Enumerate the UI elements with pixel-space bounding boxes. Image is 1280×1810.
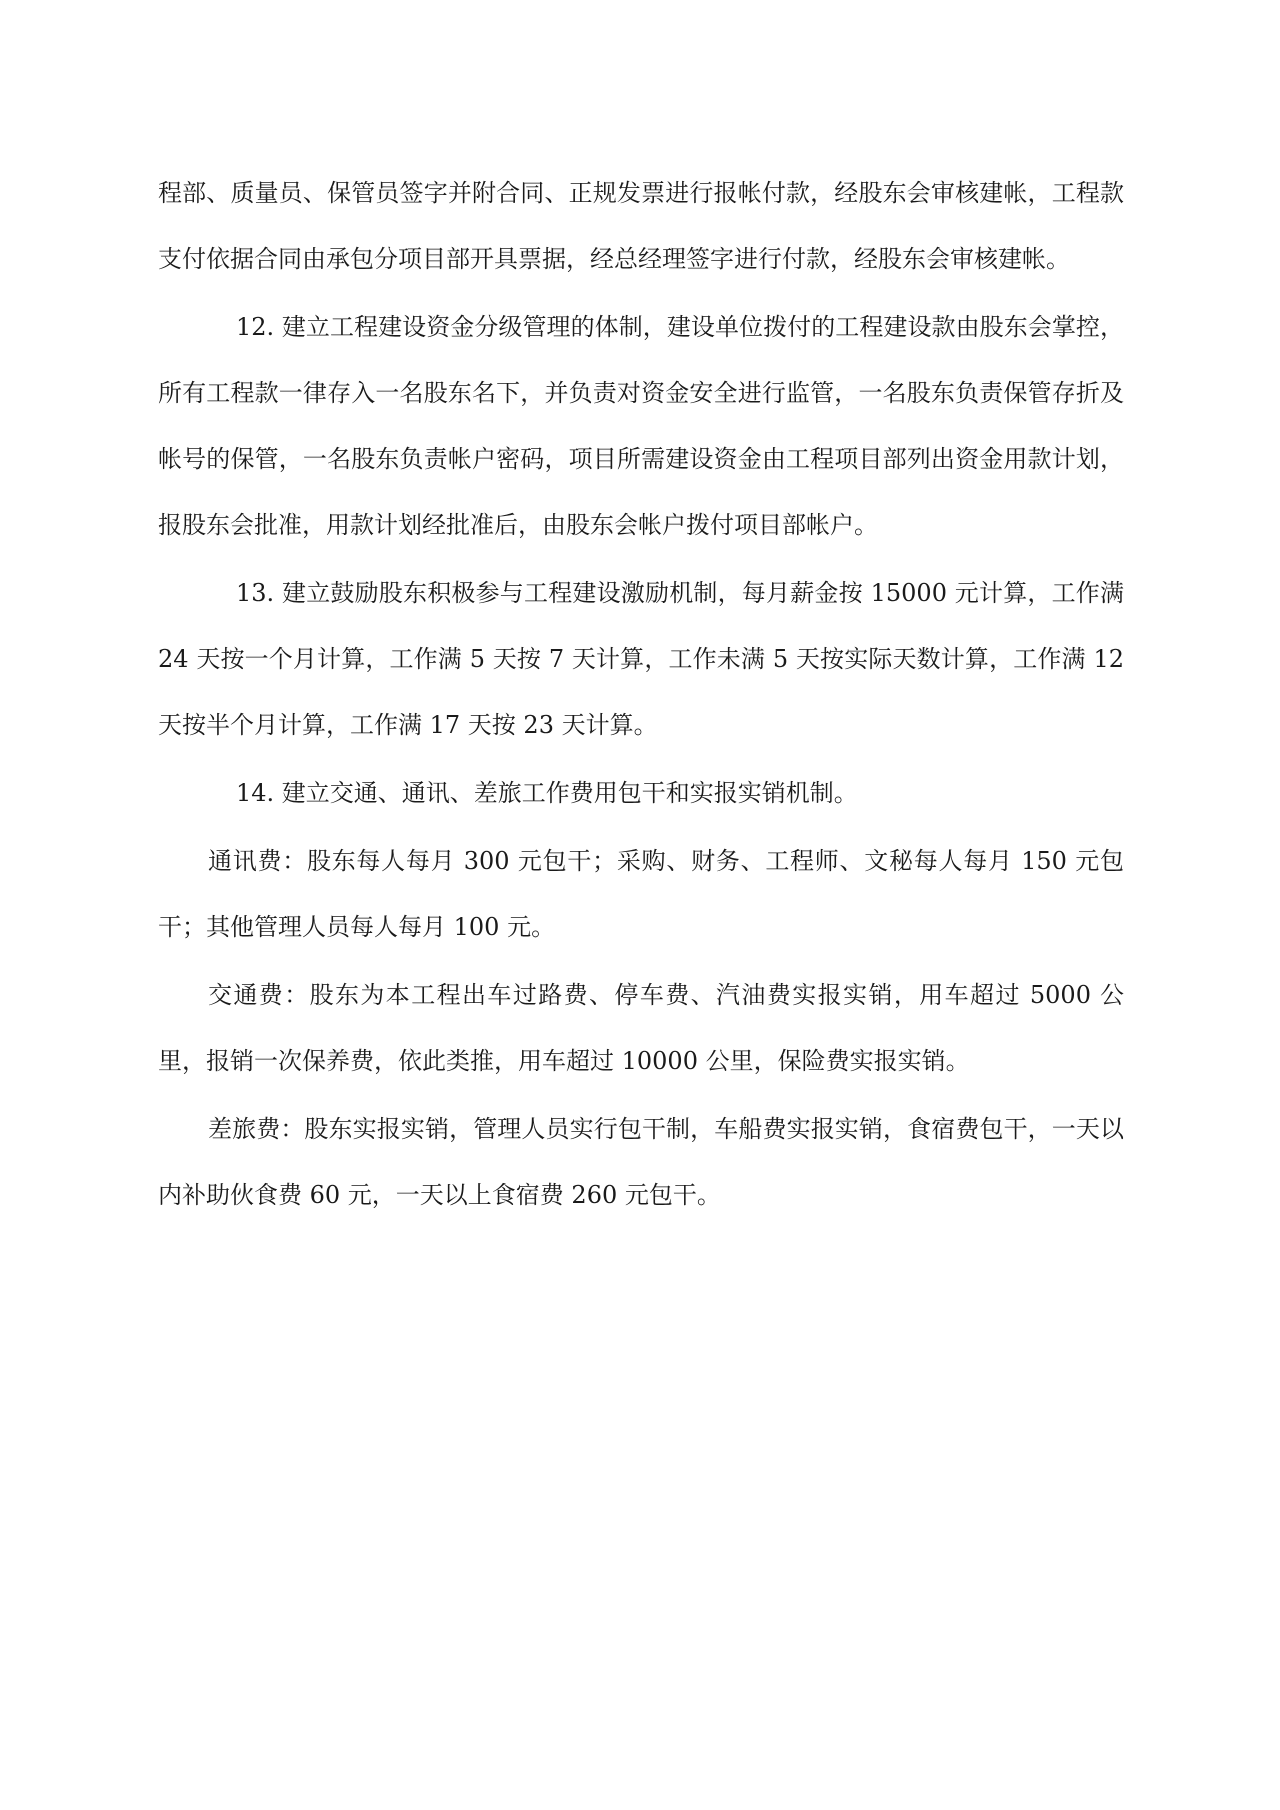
paragraph-item-14: 14. 建立交通、通讯、差旅工作费用包干和实报实销机制。: [236, 779, 858, 807]
paragraph-communication-fee: 通讯费：股东每人每月 300 元包干；采购、财务、工程师、文秘每人每月 150 元包干；其他管理人员每人每月 100 元。: [158, 847, 1124, 941]
paragraph-item-13: 13. 建立鼓励股东积极参与工程建设激励机制，每月薪金按 15000 元计算，工作满 24 天按一个月计算，工作满 5 天按 7 天计算，工作未满 5 天按实际天数计算，工作满 12 天按半个月计算，工作满 17 天按 23 天计算。: [158, 579, 1124, 739]
document-body: [158, 160, 1124, 1230]
paragraph-item-12: 12. 建立工程建设资金分级管理的体制，建设单位拨付的工程建设款由股东会掌控，所有工程款一律存入一名股东名下，并负责对资金安全进行监管，一名股东负责保管存折及帐号的保管，一名股东负责帐户密码，项目所需建设资金由工程项目部列出资金用款计划，报股东会批准，用款计划经批准后，由股东会帐户拨付项目部帐户。: [158, 313, 1124, 539]
paragraph-continuation: 程部、质量员、保管员签字并附合同、正规发票进行报帐付款，经股东会审核建帐，工程款支付依据合同由承包分项目部开具票据，经总经理签字进行付款，经股东会审核建帐。: [158, 179, 1124, 273]
paragraph-transport-fee: 交通费：股东为本工程出车过路费、停车费、汽油费实报实销，用车超过 5000 公里，报销一次保养费，依此类推，用车超过 10000 公里，保险费实报实销。: [158, 981, 1124, 1075]
paragraph-travel-fee: 差旅费：股东实报实销，管理人员实行包干制，车船费实报实销，食宿费包干，一天以内补助伙食费 60 元，一天以上食宿费 260 元包干。: [158, 1115, 1124, 1209]
